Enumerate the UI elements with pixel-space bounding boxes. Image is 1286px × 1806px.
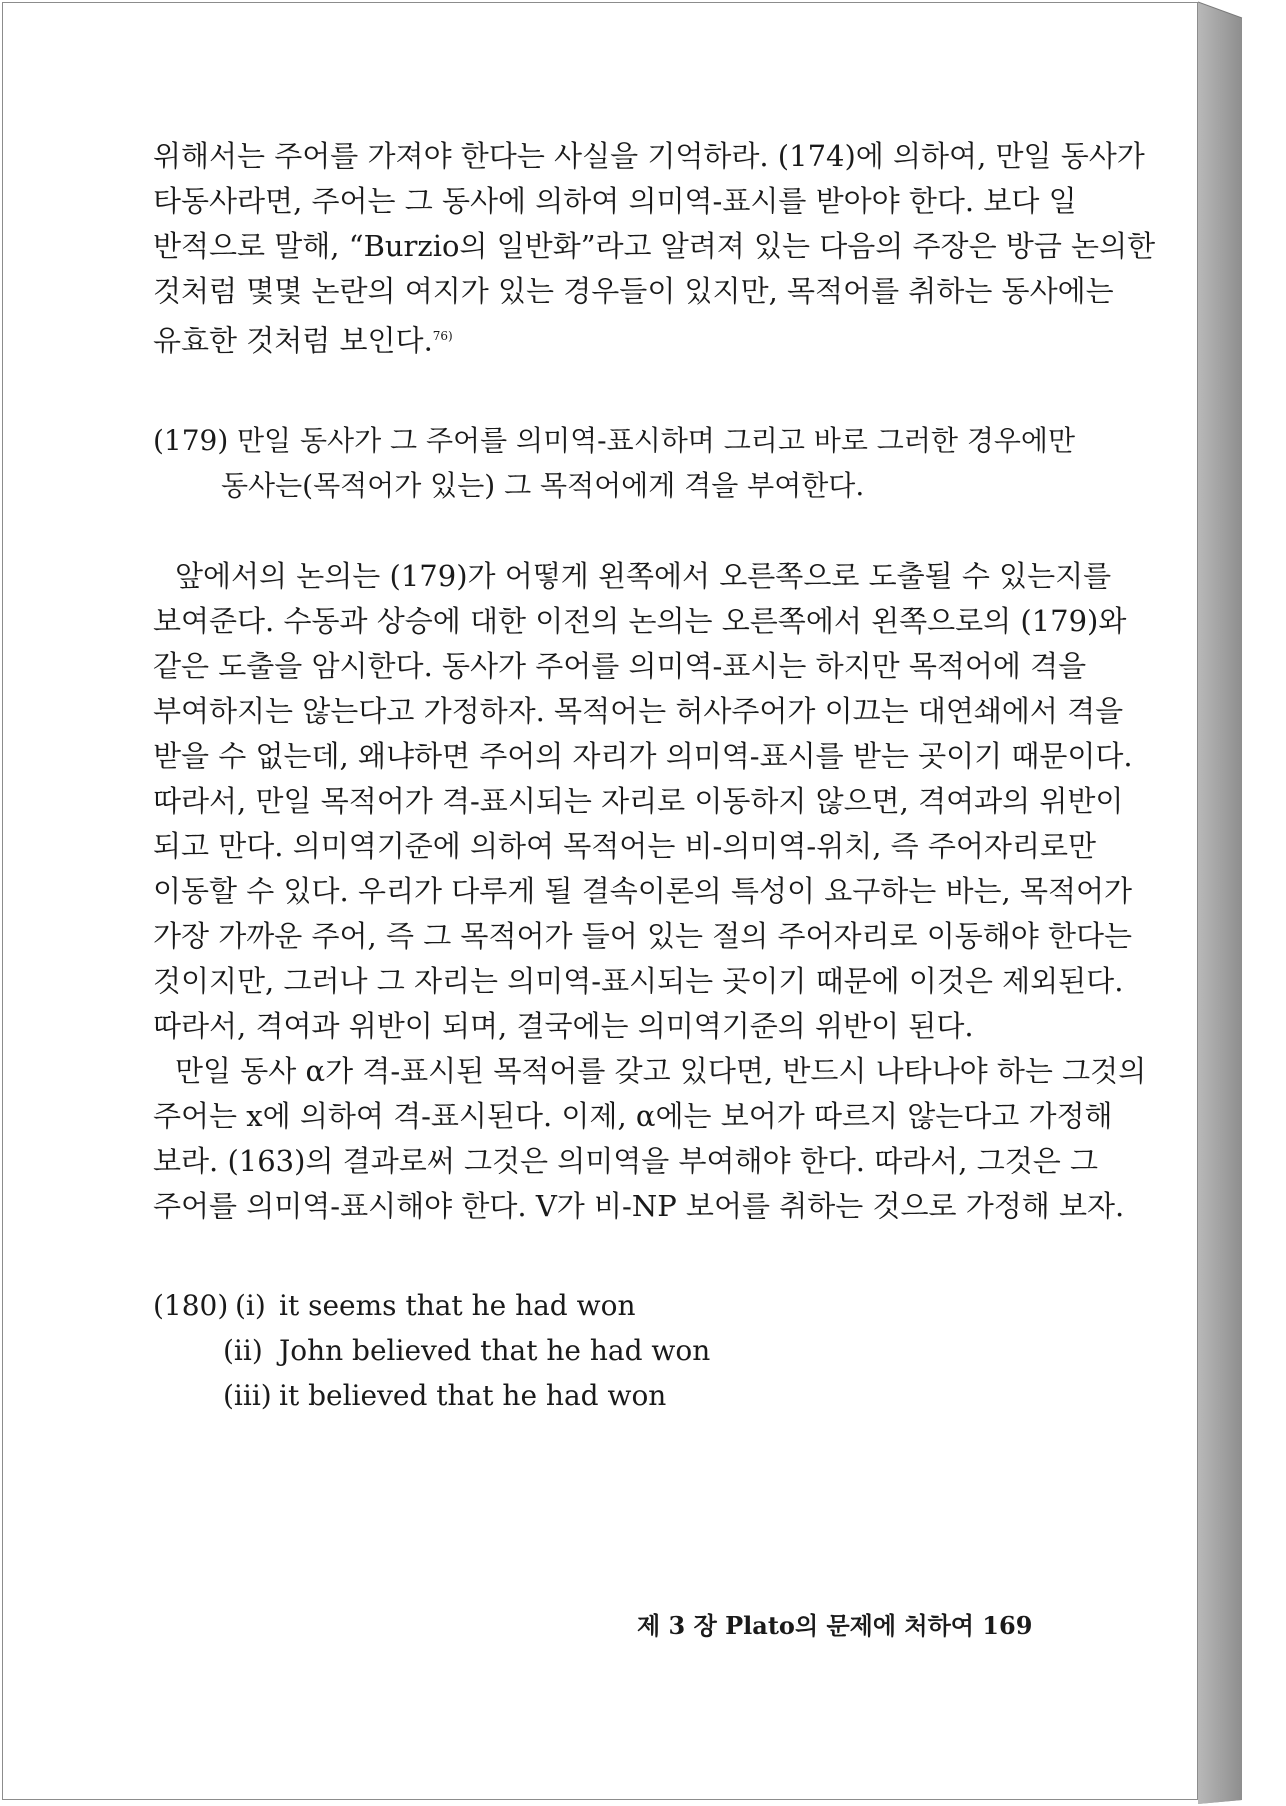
text-line: 부여하지는 않는다고 가정하자. 목적어는 허사주어가 이끄는 대연쇄에서 격을 bbox=[153, 694, 1124, 728]
example-number: (179) bbox=[153, 424, 229, 457]
text-line: 따라서, 만일 목적어가 격-표시되는 자리로 이동하지 않으면, 격여과의 위반이 bbox=[153, 784, 1124, 818]
text-line: 주어를 의미역-표시해야 한다. V가 비-NP 보어를 취하는 것으로 가정해 보자. bbox=[153, 1189, 1125, 1223]
text-line: 되고 만다. 의미역기준에 의하여 목적어는 비-의미역-위치, 즉 주어자리로만 bbox=[153, 829, 1096, 863]
running-footer: 제 3 장 Plato의 문제에 처하여 169 bbox=[637, 1611, 1033, 1640]
text-line: 같은 도출을 암시한다. 동사가 주어를 의미역-표시는 하지만 목적어에 격을 bbox=[153, 649, 1087, 683]
example-text: 만일 동사가 그 주어를 의미역-표시하며 그리고 바로 그러한 경우에만 bbox=[237, 424, 1076, 457]
example-item-text: it seems that he had won bbox=[279, 1289, 636, 1322]
text-line: 만일 동사 α가 격-표시된 목적어를 갖고 있다면, 반드시 나타나야 하는 그것의 bbox=[175, 1054, 1147, 1088]
example-number: (180) bbox=[153, 1289, 229, 1322]
example-text: 동사는(목적어가 있는) 그 목적어에게 격을 부여한다. bbox=[221, 469, 865, 502]
example-item-label: (i) bbox=[235, 1289, 266, 1322]
text-line: 가장 가까운 주어, 즉 그 목적어가 들어 있는 절의 주어자리로 이동해야 한다는 bbox=[153, 919, 1133, 953]
text-line: 것처럼 몇몇 논란의 여지가 있는 경우들이 있지만, 목적어를 취하는 동사에는 bbox=[153, 274, 1114, 308]
example-item-label: (iii) bbox=[223, 1379, 272, 1412]
text-line-content: 유효한 것처럼 보인다. bbox=[153, 323, 433, 358]
example-item-text: it believed that he had won bbox=[279, 1379, 667, 1412]
text-line: 이동할 수 있다. 우리가 다루게 될 결속이론의 특성이 요구하는 바는, 목적어가 bbox=[153, 874, 1133, 908]
text-line: 위해서는 주어를 가져야 한다는 사실을 기억하라. (174)에 의하여, 만일 동사가 bbox=[153, 139, 1145, 173]
text-line: 타동사라면, 주어는 그 동사에 의하여 의미역-표시를 받아야 한다. 보다 일 bbox=[153, 184, 1077, 218]
text-line: 보라. (163)의 결과로써 그것은 의미역을 부여해야 한다. 따라서, 그것은 그 bbox=[153, 1144, 1098, 1178]
text-line: 받을 수 없는데, 왜냐하면 주어의 자리가 의미역-표시를 받는 곳이기 때문이다. bbox=[153, 739, 1133, 773]
text-line: 보여준다. 수동과 상승에 대한 이전의 논의는 오른쪽에서 왼쪽으로의 (179)와 bbox=[153, 604, 1127, 638]
text-line: 따라서, 격여과 위반이 되며, 결국에는 의미역기준의 위반이 된다. bbox=[153, 1009, 974, 1043]
example-item-label: (ii) bbox=[223, 1334, 263, 1367]
text-line: 반적으로 말해, “Burzio의 일반화”라고 알려져 있는 다음의 주장은 방금 논의한 bbox=[153, 229, 1156, 263]
footnote-marker: 76) bbox=[432, 329, 453, 343]
example-item-text: John believed that he had won bbox=[279, 1334, 711, 1367]
text-line: 것이지만, 그러나 그 자리는 의미역-표시되는 곳이기 때문에 이것은 제외된다. bbox=[153, 964, 1124, 998]
text-line: 앞에서의 논의는 (179)가 어떻게 왼쪽에서 오른쪽으로 도출될 수 있는지를 bbox=[175, 559, 1112, 593]
text-line bbox=[153, 318, 1027, 359]
text-line: 주어는 x에 의하여 격-표시된다. 이제, α에는 보어가 따르지 않는다고 가정해 bbox=[153, 1099, 1113, 1133]
